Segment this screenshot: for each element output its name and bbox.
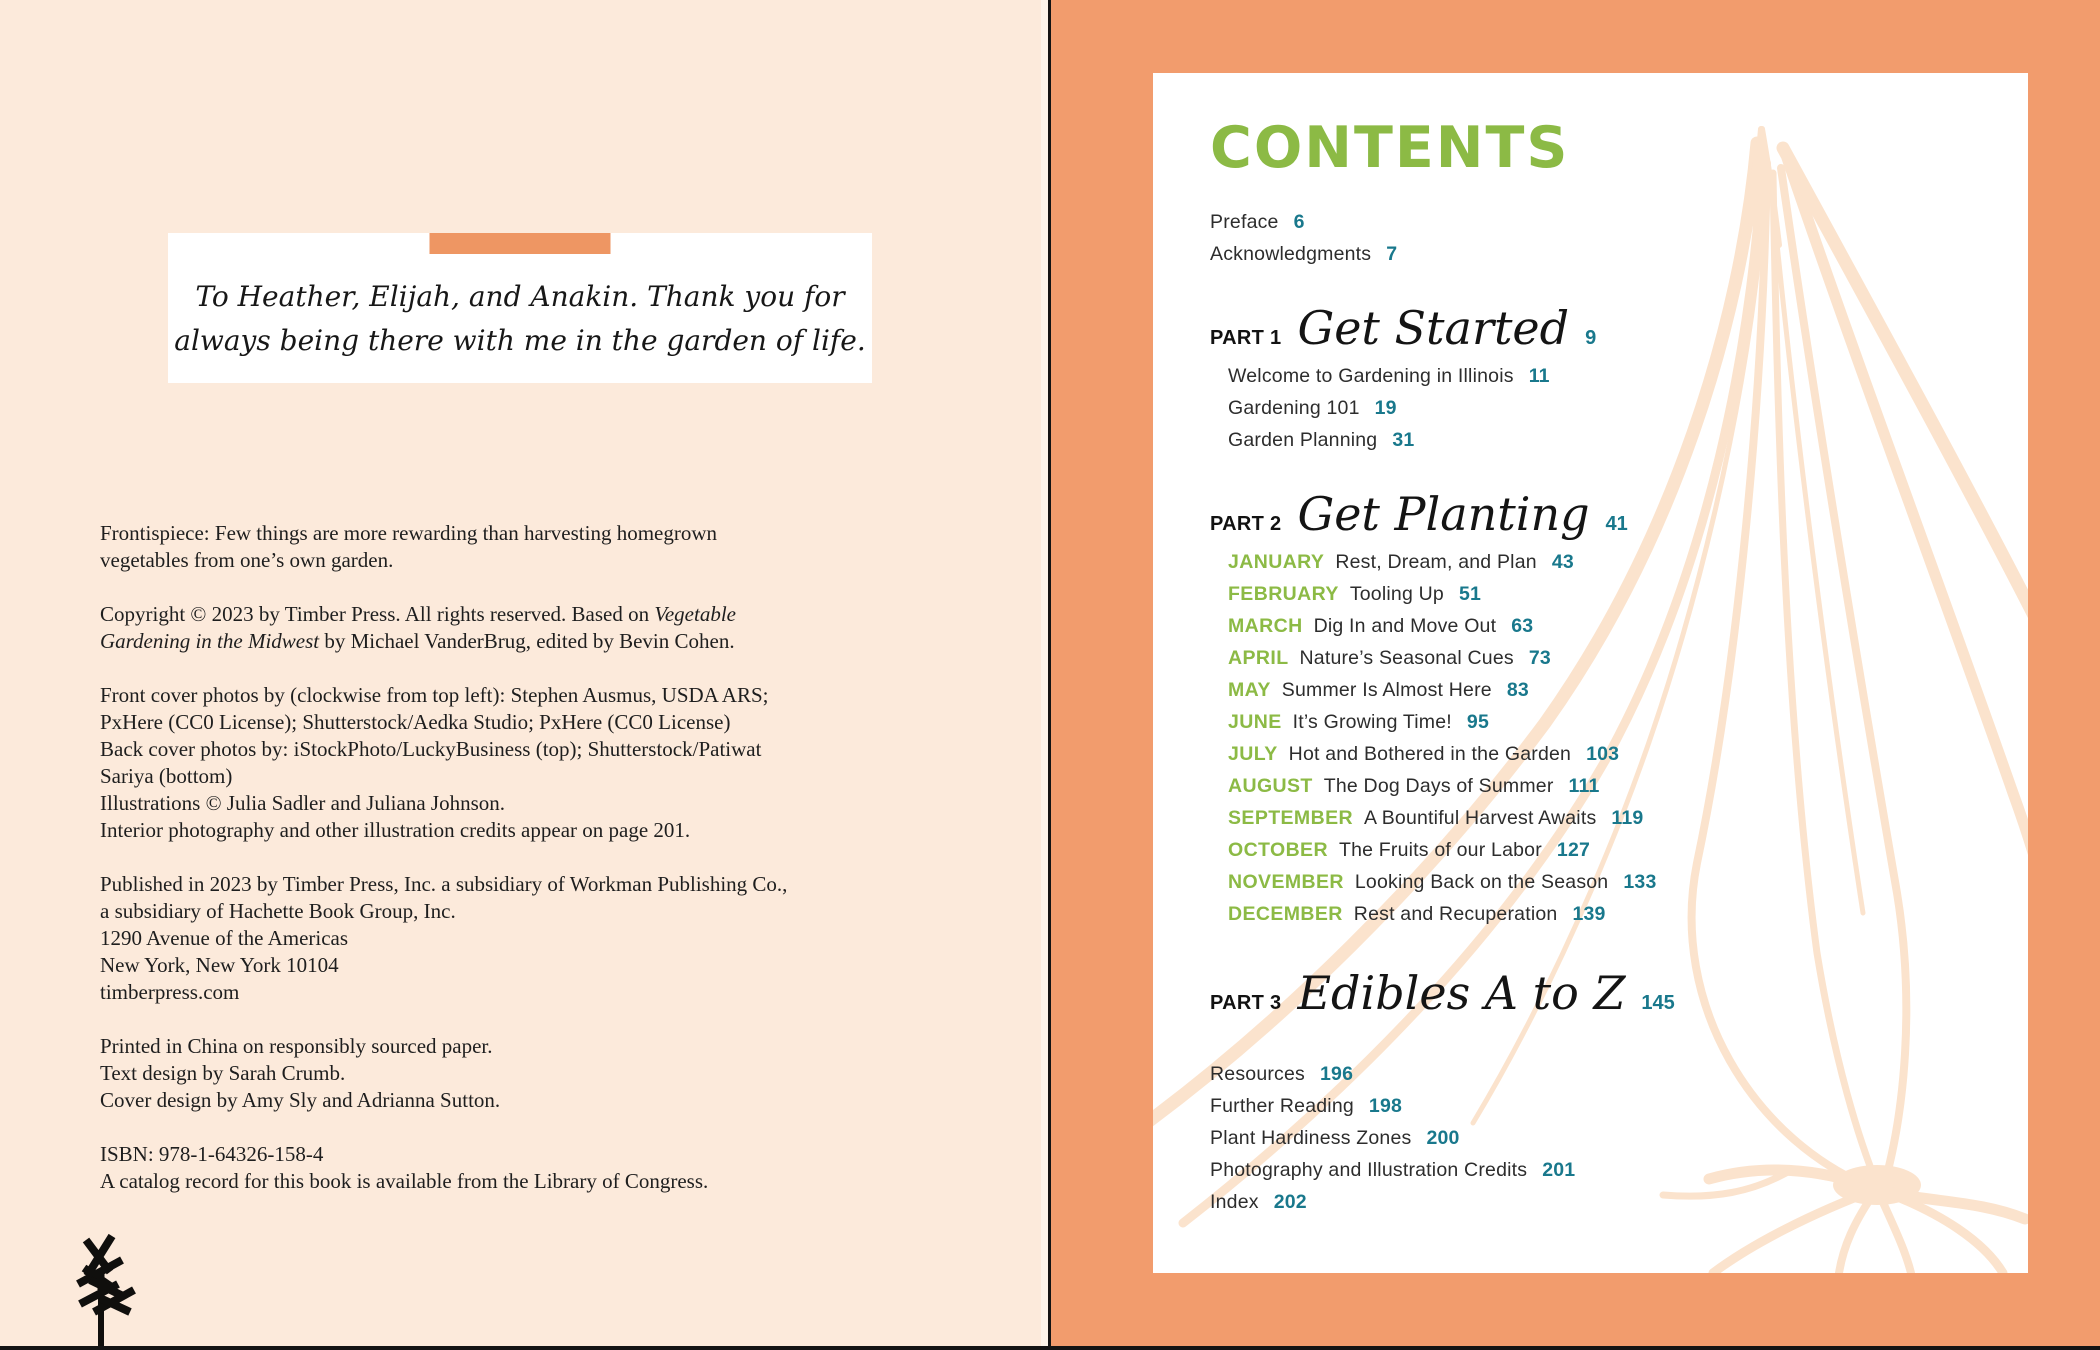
part-3-page-number: 145 bbox=[1641, 992, 1675, 1014]
colophon-paragraph bbox=[100, 520, 900, 574]
toc-entry bbox=[1210, 211, 1968, 243]
toc-entry-label: The Dog Days of Summer bbox=[1323, 775, 1554, 797]
toc-entry bbox=[1210, 1159, 1968, 1191]
page-bottom-rule bbox=[0, 1346, 2100, 1350]
toc-entry-label: Resources bbox=[1210, 1063, 1306, 1085]
toc-entry bbox=[1228, 583, 1968, 615]
toc-entry bbox=[1228, 551, 1968, 583]
toc-entry bbox=[1228, 615, 1968, 647]
toc-entry-label: Acknowledgments bbox=[1210, 243, 1372, 265]
toc-entry-label: Rest, Dream, and Plan bbox=[1335, 551, 1537, 573]
toc-entry-label: Summer Is Almost Here bbox=[1281, 679, 1492, 701]
toc-entry-page-number: 119 bbox=[1611, 807, 1644, 829]
contents-page bbox=[1051, 0, 2100, 1350]
colophon-line: Printed in China on responsibly sourced paper. bbox=[100, 1034, 493, 1058]
month-label: DECEMBER bbox=[1228, 903, 1343, 925]
toc-entry-label: Welcome to Gardening in Illinois bbox=[1228, 365, 1514, 387]
dedication-text bbox=[168, 275, 872, 363]
month-label: APRIL bbox=[1228, 647, 1289, 669]
toc-entry-page-number: 198 bbox=[1368, 1095, 1403, 1117]
colophon-line: 1290 Avenue of the Americas bbox=[100, 926, 349, 950]
colophon-line: ISBN: 978-1-64326-158-4 bbox=[100, 1142, 324, 1166]
contents-body bbox=[1153, 73, 2028, 1223]
part-1-page-number: 9 bbox=[1585, 327, 1597, 349]
toc-entry bbox=[1228, 807, 1968, 839]
month-label: JULY bbox=[1228, 743, 1278, 765]
colophon-line: timberpress.com bbox=[100, 980, 240, 1004]
toc-entry-label: A Bountiful Harvest Awaits bbox=[1363, 807, 1597, 829]
toc-entry-label: The Fruits of our Labor bbox=[1338, 839, 1542, 861]
toc-entry-label: Gardening 101 bbox=[1228, 397, 1360, 419]
colophon-line: Cover design by Amy Sly and Adrianna Sutton. bbox=[100, 1088, 501, 1112]
month-label: AUGUST bbox=[1228, 775, 1313, 797]
part-1-entries bbox=[1210, 365, 1968, 461]
toc-entry-label: Looking Back on the Season bbox=[1354, 871, 1609, 893]
toc-entry bbox=[1228, 775, 1968, 807]
toc-entry bbox=[1228, 647, 1968, 679]
colophon-paragraph bbox=[100, 682, 900, 844]
toc-entry-label: Photography and Illustration Credits bbox=[1210, 1159, 1528, 1181]
toc-entry-label: Rest and Recuperation bbox=[1353, 903, 1558, 925]
toc-entry-page-number: 103 bbox=[1586, 743, 1620, 765]
month-label: JUNE bbox=[1228, 711, 1282, 733]
colophon-line: vegetables from one’s own garden. bbox=[100, 548, 394, 572]
part-1-title: Get Started bbox=[1297, 301, 1570, 355]
colophon-line: Sariya (bottom) bbox=[100, 764, 233, 788]
toc-entry-page-number: 63 bbox=[1511, 615, 1534, 637]
colophon-line: Frontispiece: Few things are more rewarding than harvesting homegrown bbox=[100, 521, 718, 545]
part-2-page-number: 41 bbox=[1605, 513, 1628, 535]
month-label: SEPTEMBER bbox=[1228, 807, 1353, 829]
toc-entry-page-number: 11 bbox=[1528, 365, 1550, 387]
accent-bar bbox=[430, 233, 611, 254]
part-3-label: PART 3 bbox=[1210, 992, 1282, 1014]
toc-entry-label: Garden Planning bbox=[1228, 429, 1378, 451]
toc-entry bbox=[1228, 839, 1968, 871]
toc-entry bbox=[1228, 397, 1968, 429]
part-2-heading bbox=[1210, 486, 1968, 542]
toc-entry bbox=[1210, 243, 1968, 275]
toc-entry-page-number: 73 bbox=[1528, 647, 1551, 669]
toc-entry-page-number: 133 bbox=[1623, 871, 1657, 893]
part-2-title: Get Planting bbox=[1297, 487, 1590, 541]
toc-entry-page-number: 6 bbox=[1293, 211, 1305, 233]
colophon-paragraph bbox=[100, 1033, 900, 1114]
month-label: MAY bbox=[1228, 679, 1271, 701]
colophon-line: Gardening in the Midwest by Michael VanderBrug, edited by Bevin Cohen. bbox=[100, 629, 735, 653]
toc-entry-page-number: 201 bbox=[1542, 1159, 1576, 1181]
colophon-line: A catalog record for this book is available from the Library of Congress. bbox=[100, 1169, 709, 1193]
part-3-heading bbox=[1210, 965, 1968, 1021]
toc-entry-page-number: 200 bbox=[1426, 1127, 1460, 1149]
toc-entry bbox=[1228, 429, 1968, 461]
colophon-text bbox=[100, 520, 900, 1222]
month-label: FEBRUARY bbox=[1228, 583, 1339, 605]
dedication-line-2: always being there with me in the garden of life. bbox=[174, 324, 866, 357]
toc-entry-label: Plant Hardiness Zones bbox=[1210, 1127, 1412, 1149]
toc-entry-page-number: 31 bbox=[1392, 429, 1415, 451]
dedication-line-1: To Heather, Elijah, and Anakin. Thank you for bbox=[195, 280, 845, 313]
month-label: NOVEMBER bbox=[1228, 871, 1344, 893]
toc-entry-label: Hot and Bothered in the Garden bbox=[1288, 743, 1572, 765]
part-3-title: Edibles A to Z bbox=[1297, 966, 1626, 1020]
toc-entry-page-number: 196 bbox=[1320, 1063, 1354, 1085]
toc-entry-page-number: 202 bbox=[1273, 1191, 1307, 1213]
toc-entry bbox=[1228, 743, 1968, 775]
toc-entry bbox=[1210, 1095, 1968, 1127]
contents-card bbox=[1153, 73, 2028, 1273]
part-1-heading bbox=[1210, 300, 1968, 356]
copyright-page bbox=[0, 0, 1043, 1350]
toc-entry-page-number: 111 bbox=[1568, 775, 1600, 797]
colophon-paragraph bbox=[100, 601, 900, 655]
toc-entry bbox=[1228, 711, 1968, 743]
part-3-section bbox=[1210, 965, 1968, 1021]
toc-entry-label: Further Reading bbox=[1210, 1095, 1354, 1117]
dedication-box bbox=[168, 233, 872, 383]
month-label: JANUARY bbox=[1228, 551, 1325, 573]
toc-entry-label: Nature’s Seasonal Cues bbox=[1299, 647, 1514, 669]
part-2-label: PART 2 bbox=[1210, 513, 1282, 535]
colophon-line: Copyright © 2023 by Timber Press. All rights reserved. Based on Vegetable bbox=[100, 602, 736, 626]
colophon-line: Illustrations © Julia Sadler and Juliana Johnson. bbox=[100, 791, 505, 815]
toc-entry-page-number: 127 bbox=[1556, 839, 1591, 861]
toc-entry bbox=[1228, 903, 1968, 935]
colophon-paragraph bbox=[100, 871, 900, 1006]
toc-entry-label: It’s Growing Time! bbox=[1292, 711, 1452, 733]
part-1-section bbox=[1210, 300, 1968, 461]
toc-entry-label: Preface bbox=[1210, 211, 1279, 233]
timber-press-tree-logo-icon bbox=[60, 1228, 172, 1350]
part-2-section bbox=[1210, 486, 1968, 935]
toc-entry bbox=[1210, 1127, 1968, 1159]
colophon-line: PxHere (CC0 License); Shutterstock/Aedka Studio; PxHere (CC0 License) bbox=[100, 710, 731, 734]
toc-entry bbox=[1210, 1063, 1968, 1095]
colophon-line: New York, New York 10104 bbox=[100, 953, 339, 977]
colophon-line: Front cover photos by (clockwise from top left): Stephen Ausmus, USDA ARS; bbox=[100, 683, 769, 707]
toc-entry-label: Index bbox=[1210, 1191, 1259, 1213]
colophon-paragraph bbox=[100, 1141, 900, 1195]
toc-entry-page-number: 139 bbox=[1572, 903, 1606, 925]
toc-entry-page-number: 95 bbox=[1466, 711, 1490, 733]
toc-entry-page-number: 19 bbox=[1374, 397, 1397, 419]
front-matter-list bbox=[1210, 211, 1968, 275]
toc-entry-label: Dig In and Move Out bbox=[1313, 615, 1497, 637]
contents-title: CONTENTS bbox=[1210, 115, 1570, 181]
toc-entry-page-number: 83 bbox=[1506, 679, 1529, 701]
colophon-line: Text design by Sarah Crumb. bbox=[100, 1061, 346, 1085]
toc-entry-page-number: 43 bbox=[1551, 551, 1574, 573]
month-label: OCTOBER bbox=[1228, 839, 1328, 861]
toc-entry bbox=[1210, 1191, 1968, 1223]
colophon-line: a subsidiary of Hachette Book Group, Inc. bbox=[100, 899, 456, 923]
colophon-line: Published in 2023 by Timber Press, Inc. a subsidiary of Workman Publishing Co., bbox=[100, 872, 788, 896]
toc-entry bbox=[1228, 365, 1968, 397]
colophon-line: Back cover photos by: iStockPhoto/LuckyBusiness (top); Shutterstock/Patiwat bbox=[100, 737, 762, 761]
toc-entry bbox=[1228, 679, 1968, 711]
toc-entry-page-number: 51 bbox=[1458, 583, 1482, 605]
toc-entry bbox=[1228, 871, 1968, 903]
part-2-entries bbox=[1210, 551, 1968, 935]
month-label: MARCH bbox=[1228, 615, 1303, 637]
toc-entry-page-number: 7 bbox=[1386, 243, 1398, 265]
colophon-line: Interior photography and other illustration credits appear on page 201. bbox=[100, 818, 691, 842]
part-1-label: PART 1 bbox=[1210, 327, 1282, 349]
toc-entry-label: Tooling Up bbox=[1349, 583, 1444, 605]
back-matter-list bbox=[1210, 1063, 1968, 1223]
